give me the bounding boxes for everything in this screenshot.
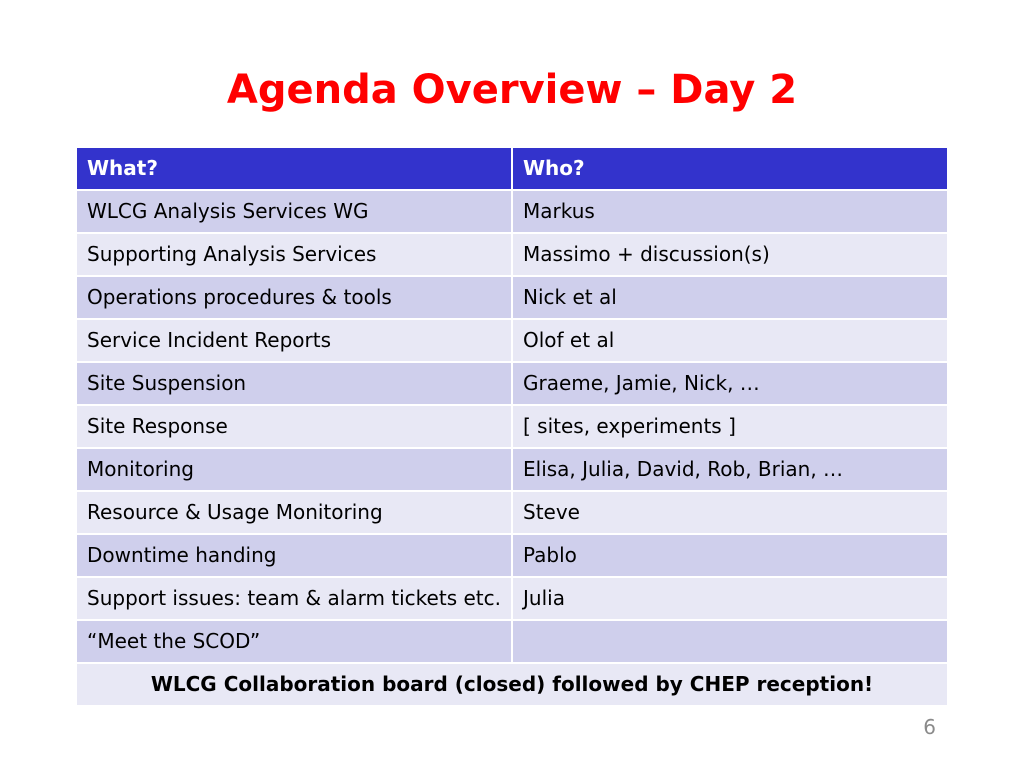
table-row	[77, 577, 947, 620]
table-row	[77, 534, 947, 577]
table-row	[77, 362, 947, 405]
who-cell: Elisa, Julia, David, Rob, Brian, …	[512, 448, 947, 491]
what-cell: Monitoring	[77, 448, 512, 491]
what-cell: Downtime handing	[77, 534, 512, 577]
table-row	[77, 190, 947, 233]
what-cell: Support issues: team & alarm tickets etc.	[77, 577, 512, 620]
what-cell: Site Suspension	[77, 362, 512, 405]
agenda-table	[77, 148, 947, 707]
column-header-who: Who?	[512, 148, 947, 190]
page-number: 6	[923, 715, 936, 739]
who-cell: Graeme, Jamie, Nick, …	[512, 362, 947, 405]
table-row	[77, 491, 947, 534]
column-header-what: What?	[77, 148, 512, 190]
who-cell: [ sites, experiments ]	[512, 405, 947, 448]
slide-title: Agenda Overview – Day 2	[226, 67, 798, 113]
who-cell: Massimo + discussion(s)	[512, 233, 947, 276]
table-row	[77, 620, 947, 663]
table-row	[77, 276, 947, 319]
who-cell: Steve	[512, 491, 947, 534]
what-cell: Resource & Usage Monitoring	[77, 491, 512, 534]
table-row	[77, 319, 947, 362]
table-header-row	[77, 148, 947, 190]
table-footer-row	[77, 663, 947, 706]
who-cell: Olof et al	[512, 319, 947, 362]
table-row	[77, 405, 947, 448]
what-cell: Site Response	[77, 405, 512, 448]
what-cell: “Meet the SCOD”	[77, 620, 512, 663]
who-cell: Markus	[512, 190, 947, 233]
who-cell: Julia	[512, 577, 947, 620]
table-row	[77, 233, 947, 276]
what-cell: Operations procedures & tools	[77, 276, 512, 319]
table-row	[77, 448, 947, 491]
what-cell: WLCG Analysis Services WG	[77, 190, 512, 233]
what-cell: Service Incident Reports	[77, 319, 512, 362]
who-cell: Nick et al	[512, 276, 947, 319]
footer-note: WLCG Collaboration board (closed) followed by CHEP reception!	[77, 663, 947, 706]
who-cell: Pablo	[512, 534, 947, 577]
who-cell	[512, 620, 947, 663]
what-cell: Supporting Analysis Services	[77, 233, 512, 276]
